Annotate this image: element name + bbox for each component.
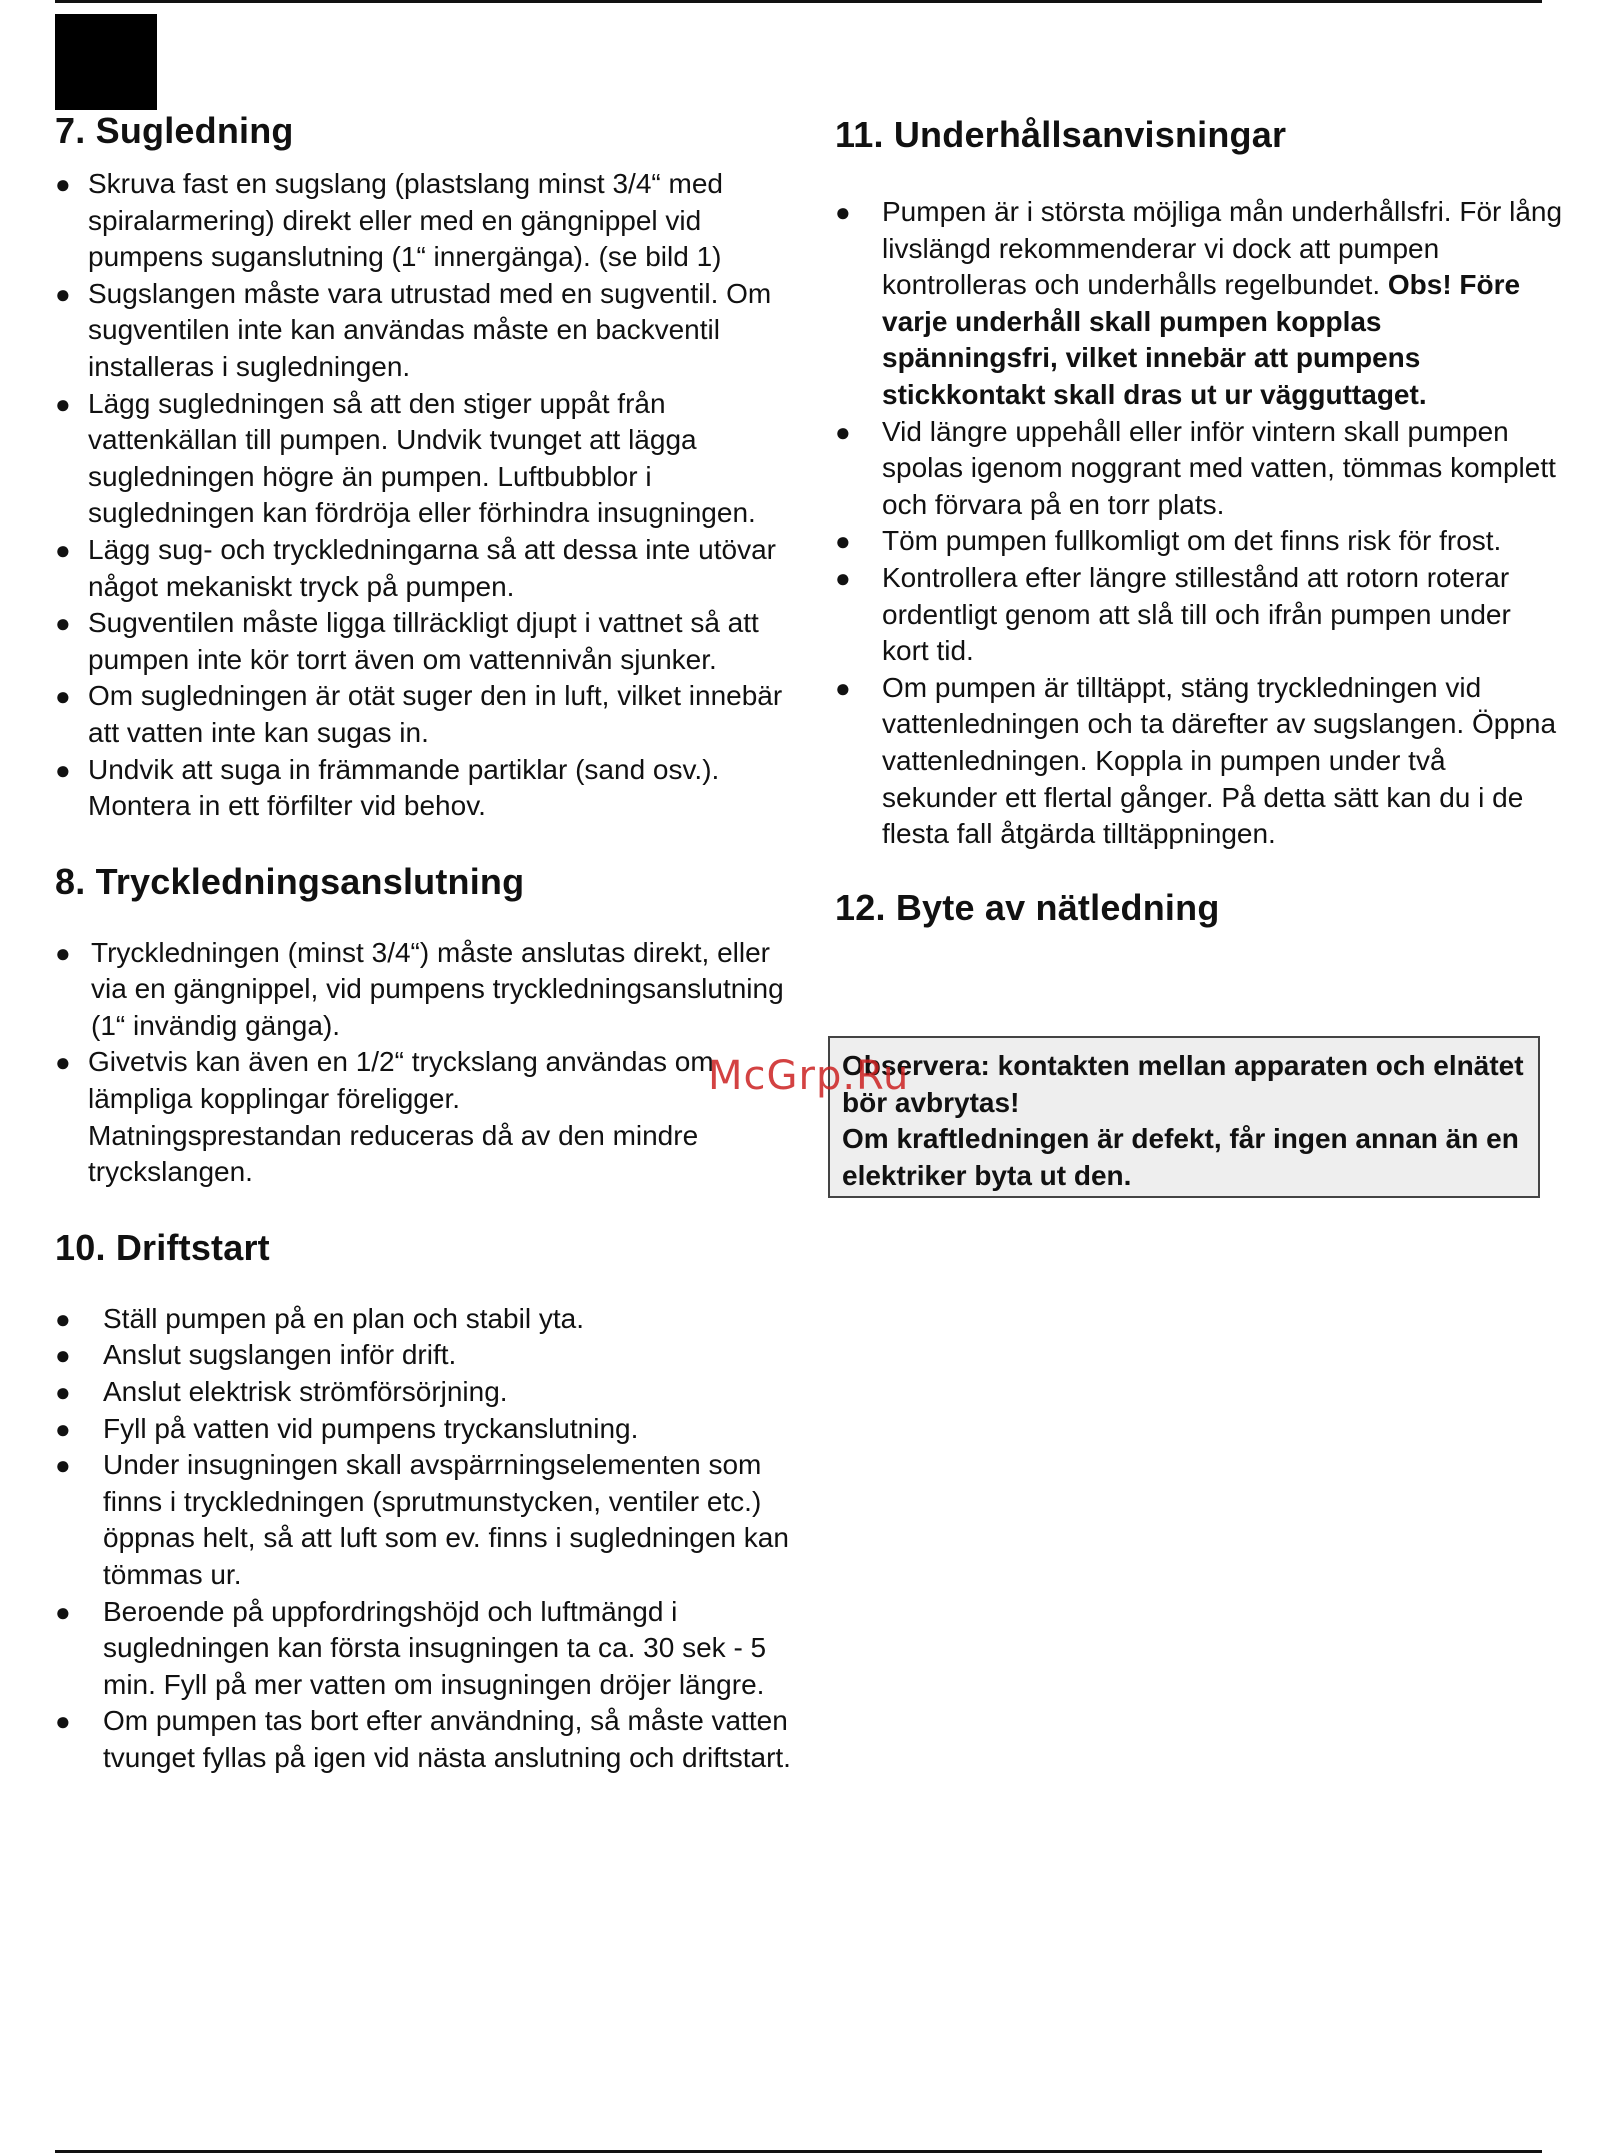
bullet-icon: ● <box>55 1596 71 1627</box>
notice-line: Observera: kontakten mellan apparaten och elnätet bör avbrytas! <box>842 1050 1524 1118</box>
bullet-icon: ● <box>55 754 71 785</box>
section-driftstart <box>55 1225 795 1777</box>
bullet-icon: ● <box>55 388 71 419</box>
right-column <box>835 112 1565 931</box>
list-item: ● Lägg sug- och tryckledningarna så att dessa inte utövar något mekaniskt tryck på pumpen. <box>55 533 776 602</box>
top-rule <box>55 0 1542 3</box>
list-item: ● Beroende på uppfordringshöjd och luftmängd i sugledningen kan första insugningen ta ca. 30 sek - 5 min. Fyll på mer vatten om insugningen dröjer längre. <box>55 1595 767 1700</box>
notice-box <box>828 1036 1540 1198</box>
bullet-icon: ● <box>55 681 71 712</box>
bullet-icon: ● <box>55 1340 71 1371</box>
list-item: ● Tryckledningen (minst 3/4“) måste anslutas direkt, eller via en gängnippel, vid pumpens tryckledningsanslutning (1“ invändig gänga). <box>55 936 784 1041</box>
section-title: 10. Driftstart <box>55 1226 270 1268</box>
list-item: ● Om pumpen tas bort efter användning, så måste vatten tvunget fyllas på igen vid nästa anslutning och driftstart. <box>55 1705 791 1773</box>
maintenance-warning: Obs! Före varje underhåll skall pumpen kopplas spänningsfri, vilket innebär att pumpens stickkontakt skall dras ut ur vägguttaget. <box>882 269 1521 410</box>
left-column <box>55 108 795 1777</box>
bullet-icon: ● <box>55 534 71 565</box>
bullet-list <box>55 166 795 825</box>
bullet-icon: ● <box>55 1706 71 1737</box>
list-item: ● Vid längre uppehåll eller inför vintern skall pumpen spolas igenom noggrant med vatten, tömmas komplett och förvara på en torr plats. <box>835 415 1556 520</box>
list-item: ● Anslut sugslangen inför drift. <box>55 1337 795 1374</box>
bullet-icon: ● <box>55 278 71 309</box>
bullet-list <box>835 194 1565 853</box>
notice-line: Om kraftledningen är defekt, får ingen annan än en elektriker byta ut den. <box>842 1123 1519 1191</box>
list-item: ● Lägg sugledningen så att den stiger uppåt från vattenkällan till pumpen. Undvik tvunget att lägga sugledningen högre än pumpen. Luftbubblor i sugledningen kan fördröja eller förhindra insugningen. <box>55 387 756 529</box>
list-item: ● Anslut elektrisk strömförsörjning. <box>55 1374 795 1411</box>
section-underhallsanvisningar <box>835 112 1565 853</box>
bullet-icon: ● <box>55 1303 71 1334</box>
list-item: ● Töm pumpen fullkomligt om det finns risk för frost. <box>835 523 1565 560</box>
list-item: ● Givetvis kan även en 1/2“ tryckslang användas om lämpliga kopplingar föreligger. Matningsprestandan reduceras då av den mindre tryckslangen. <box>55 1046 714 1188</box>
section-title: 7. Sugledning <box>55 110 294 151</box>
bullet-icon: ● <box>55 1047 71 1078</box>
list-item: ● Skruva fast en sugslang (plastslang minst 3/4“ med spiralarmering) direkt eller med en gängnippel vid pumpens suganslutning (1“ innergänga). (se bild 1) <box>55 168 723 273</box>
section-title: 12. Byte av nätledning <box>835 886 1220 928</box>
bullet-icon: ● <box>835 526 851 557</box>
list-item: ● Kontrollera efter längre stillestånd att rotorn roterar ordentligt genom att slå till och ifrån pumpen under kort tid. <box>835 561 1511 667</box>
bottom-rule <box>55 2150 1542 2153</box>
bullet-list <box>55 1301 795 1777</box>
bullet-icon: ● <box>55 1413 71 1444</box>
bullet-icon: ● <box>55 169 71 199</box>
section-title: 8. Tryckledningsanslutning <box>55 860 525 902</box>
section-tryckledningsanslutning <box>55 859 795 1191</box>
list-item: ● Under insugningen skall avspärrningselementen som finns i tryckledningen (sprutmunstycken, ventiler etc.) öppnas helt, så att luft som ev. finns i sugledningen kan tömmas ur. <box>55 1449 789 1590</box>
list-item: ● Undvik att suga in främmande partiklar (sand osv.). Montera in ett förfilter vid behov. <box>55 753 720 822</box>
section-byte-av-natledning <box>835 885 1565 931</box>
bullet-list <box>55 935 795 1191</box>
list-item: ● Pumpen är i största möjliga mån underhållsfri. För lång livslängd rekommenderar vi dock att pumpen kontrolleras och underhålls regelbundet. Obs! Före varje underhåll skall pumpen kopplas spänningsfri, vilket innebär att pumpens stickkontakt skall dras ut ur vägguttaget. <box>835 196 1563 410</box>
bullet-icon: ● <box>835 562 851 593</box>
list-item: ● Om sugledningen är otät suger den in luft, vilket innebär att vatten inte kan sugas in. <box>55 680 783 748</box>
bullet-icon: ● <box>835 197 851 227</box>
list-item: ● Ställ pumpen på en plan och stabil yta. <box>55 1301 795 1338</box>
list-item: ● Om pumpen är tilltäppt, stäng tryckledningen vid vattenledningen och ta därefter av sugslangen. Öppna vattenledningen. Koppla in pumpen under två sekunder ett flertal gånger. På detta sätt kan du i de flesta fall åtgärda tilltäppningen. <box>835 671 1557 850</box>
list-item: ● Sugslangen måste vara utrustad med en sugventil. Om sugventilen inte kan användas måste en backventil installeras i sugledningen. <box>55 277 772 382</box>
section-sugledning <box>55 108 795 825</box>
bullet-icon: ● <box>835 672 851 703</box>
list-item: ● Fyll på vatten vid pumpens tryckanslutning. <box>55 1411 795 1448</box>
bullet-icon: ● <box>55 1377 71 1408</box>
watermark: McGrp.Ru <box>708 1053 910 1099</box>
bullet-icon: ● <box>835 416 851 447</box>
list-item: ● Sugventilen måste ligga tillräckligt djupt i vattnet så att pumpen inte kör torrt även om vattennivån sjunker. <box>55 607 759 675</box>
page-marker-block <box>55 14 157 110</box>
section-title: 11. Underhållsanvisningar <box>835 114 1287 155</box>
bullet-icon: ● <box>55 1450 71 1481</box>
bullet-icon: ● <box>55 937 71 968</box>
bullet-icon: ● <box>55 608 71 639</box>
